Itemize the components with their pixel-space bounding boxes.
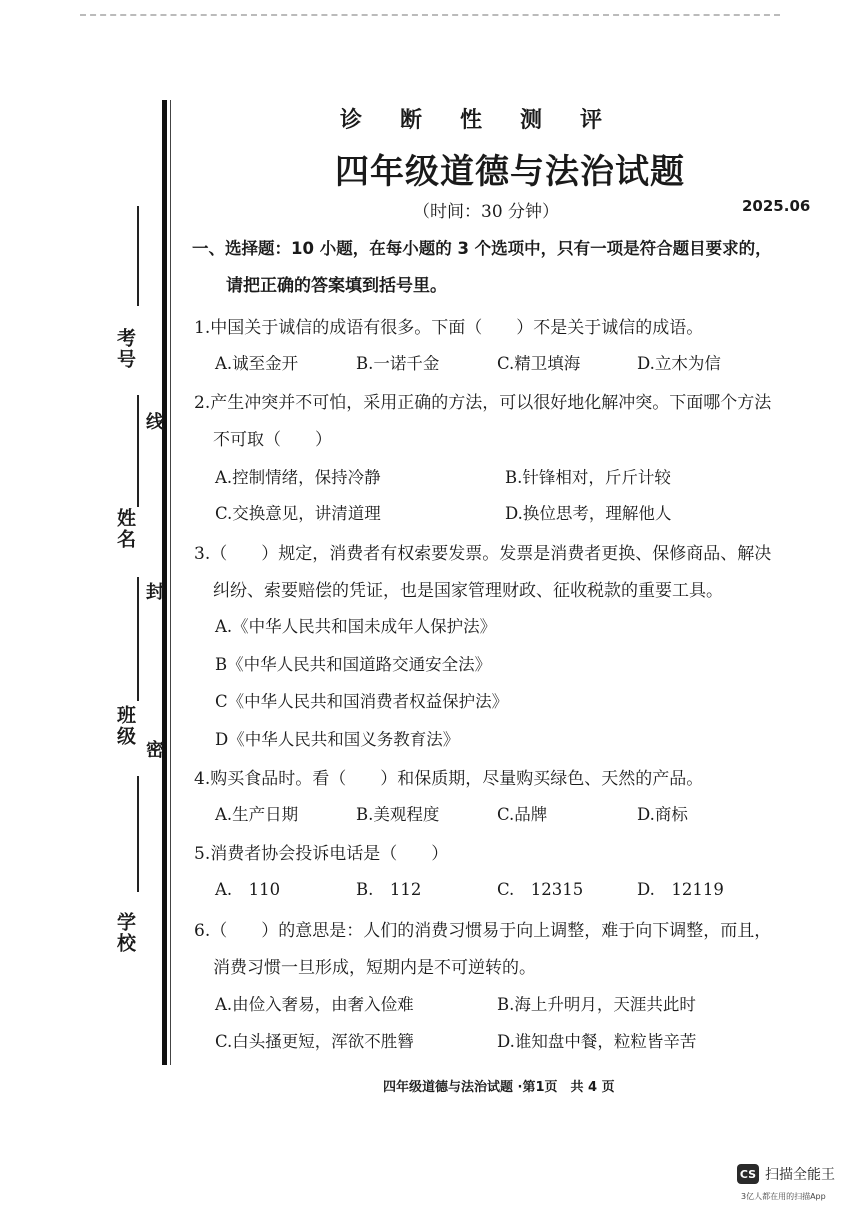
exam-date: 2025.06 <box>742 197 811 215</box>
option-b: B.海上升明月，天涯共此时 <box>497 995 696 1014</box>
option-b: B.针锋相对，斤斤计较 <box>505 468 671 487</box>
seal-mi-mark: 密 <box>143 740 164 758</box>
scanner-logo-icon: CS <box>737 1164 759 1184</box>
option-b: B.美观程度 <box>356 805 440 824</box>
section-heading: 一、选择题：10 小题，在每小题的 3 个选项中，只有一项是符合题目要求的， <box>192 239 772 258</box>
exam-no-blank-2 <box>137 395 139 507</box>
option-a: A.生产日期 <box>215 805 299 824</box>
option-a: A.诚至金开 <box>215 354 299 373</box>
option-d: D.商标 <box>637 805 688 824</box>
scanner-tagline: 3亿人都在用的扫描App <box>741 1192 826 1201</box>
option-b: B《中华人民共和国道路交通安全法》 <box>215 655 492 674</box>
question-stem-cont: 不可取（ ） <box>213 430 332 450</box>
option-d: D.换位思考，理解他人 <box>505 504 672 523</box>
option-c: C.交换意见，讲清道理 <box>215 504 381 523</box>
option-c: C《中华人民共和国消费者权益保护法》 <box>215 692 509 711</box>
scan-edge-noise <box>80 14 780 18</box>
question-stem-cont: 消费习惯一旦形成，短期内是不可逆转的。 <box>213 958 536 978</box>
seal-line-mark: 线 <box>143 412 164 430</box>
exam-subtitle: 诊断性测评 <box>340 108 641 133</box>
option-b: B. 112 <box>356 880 422 899</box>
section-instruction: 请把正确的答案填到括号里。 <box>226 276 447 296</box>
name-blank <box>137 577 139 701</box>
option-a: A.控制情绪，保持冷静 <box>215 468 381 487</box>
option-a: A. 110 <box>215 880 281 899</box>
name-label: 姓名 <box>114 508 136 550</box>
scanner-app-name: 扫描全能王 <box>765 1167 835 1183</box>
option-d: D.立木为信 <box>637 354 721 373</box>
question-stem: 3.（ ）规定，消费者有权索要发票。发票是消费者更换、保修商品、解决 <box>194 544 772 564</box>
exam-title: 四年级道德与法治试题 <box>335 152 685 192</box>
question-stem: 2.产生冲突并不可怕，采用正确的方法，可以很好地化解冲突。下面哪个方法 <box>194 393 772 413</box>
question-stem: 6.（ ）的意思是：人们的消费习惯易于向上调整，难于向下调整，而且， <box>194 921 772 941</box>
option-a: A.由俭入奢易，由奢入俭难 <box>215 995 414 1014</box>
question-stem: 1.中国关于诚信的成语有很多。下面（ ）不是关于诚信的成语。 <box>194 318 704 338</box>
exam-no-label: 考号 <box>114 328 136 370</box>
option-c: C.精卫填海 <box>497 354 581 373</box>
binding-rule-thin <box>170 100 171 1065</box>
seal-feng-mark: 封 <box>143 582 164 600</box>
option-a: A.《中华人民共和国未成年人保护法》 <box>215 617 497 636</box>
option-c: C.品牌 <box>497 805 548 824</box>
scanner-watermark <box>737 1164 835 1184</box>
option-b: B.一诺千金 <box>356 354 440 373</box>
question-stem-cont: 纠纷、索要赔偿的凭证，也是国家管理财政、征收税款的重要工具。 <box>213 581 723 601</box>
class-blank <box>137 776 139 892</box>
school-label: 学校 <box>114 912 136 954</box>
option-c: C.白头搔更短，浑欲不胜簪 <box>215 1032 414 1051</box>
page-footer: 四年级道德与法治试题 ·第1页 共 4 页 <box>383 1080 615 1095</box>
question-stem: 5.消费者协会投诉电话是（ ） <box>194 844 449 864</box>
exam-no-blank <box>137 206 139 306</box>
option-d: D. 12119 <box>637 880 724 899</box>
class-label: 班级 <box>114 705 136 747</box>
exam-time: （时间：30 分钟） <box>413 202 560 222</box>
option-d: D《中华人民共和国义务教育法》 <box>215 730 460 749</box>
option-d: D.谁知盘中餐，粒粒皆辛苦 <box>497 1032 697 1051</box>
option-c: C. 12315 <box>497 880 584 899</box>
question-stem: 4.购买食品时。看（ ）和保质期，尽量购买绿色、天然的产品。 <box>194 769 704 789</box>
